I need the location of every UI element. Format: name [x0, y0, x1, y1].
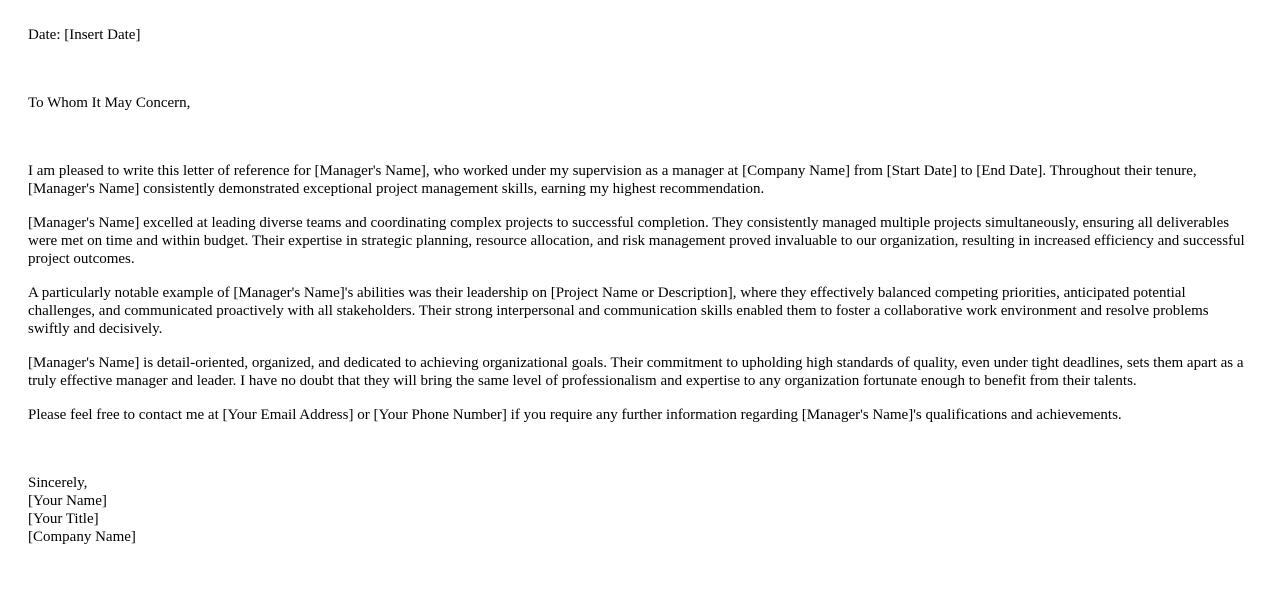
signer-company: [Company Name] — [28, 529, 136, 545]
reference-letter — [28, 26, 1250, 546]
body-paragraph-5: Please feel free to contact me at [Your Email Address] or [Your Phone Number] if you require any further information regarding [Manager's Name]'s qualifications and achievements. — [28, 407, 1122, 423]
letter-date: Date: [Insert Date] — [28, 27, 141, 43]
valediction: Sincerely, — [28, 475, 88, 491]
letter-salutation: To Whom It May Concern, — [28, 95, 191, 111]
signer-name: [Your Name] — [28, 493, 107, 509]
body-paragraph-2: [Manager's Name] excelled at leading diverse teams and coordinating complex projects to successful completion. They consistently managed multiple projects simultaneously, ensuring all deliverables were met on time and within budget. Their expertise in strategic planning, resource allocation, and risk management proved invaluable to our organization, resulting in increased efficiency and successful project outcomes. — [28, 215, 1245, 267]
body-paragraph-3: A particularly notable example of [Manager's Name]'s abilities was their leadership on [Project Name or Description], where they effectively balanced competing priorities, anticipated potential challenges, and communicated proactively with all stakeholders. Their strong interpersonal and communication skills enabled them to foster a collaborative work environment and resolve problems swiftly and decisively. — [28, 285, 1209, 337]
signer-title: [Your Title] — [28, 511, 99, 527]
body-paragraph-4: [Manager's Name] is detail-oriented, organized, and dedicated to achieving organizational goals. Their commitment to upholding high standards of quality, even under tight deadlines, sets them apart as a truly effective manager and leader. I have no doubt that they will bring the same level of professionalism and expertise to any organization fortunate enough to benefit from their talents. — [28, 355, 1244, 389]
body-paragraph-1: I am pleased to write this letter of reference for [Manager's Name], who worked under my supervision as a manager at [Company Name] from [Start Date] to [End Date]. Throughout their tenure, [Manager's Name] consistently demonstrated exceptional project management skills, earning my highest recommendation. — [28, 163, 1197, 197]
letter-closing — [28, 474, 1250, 546]
